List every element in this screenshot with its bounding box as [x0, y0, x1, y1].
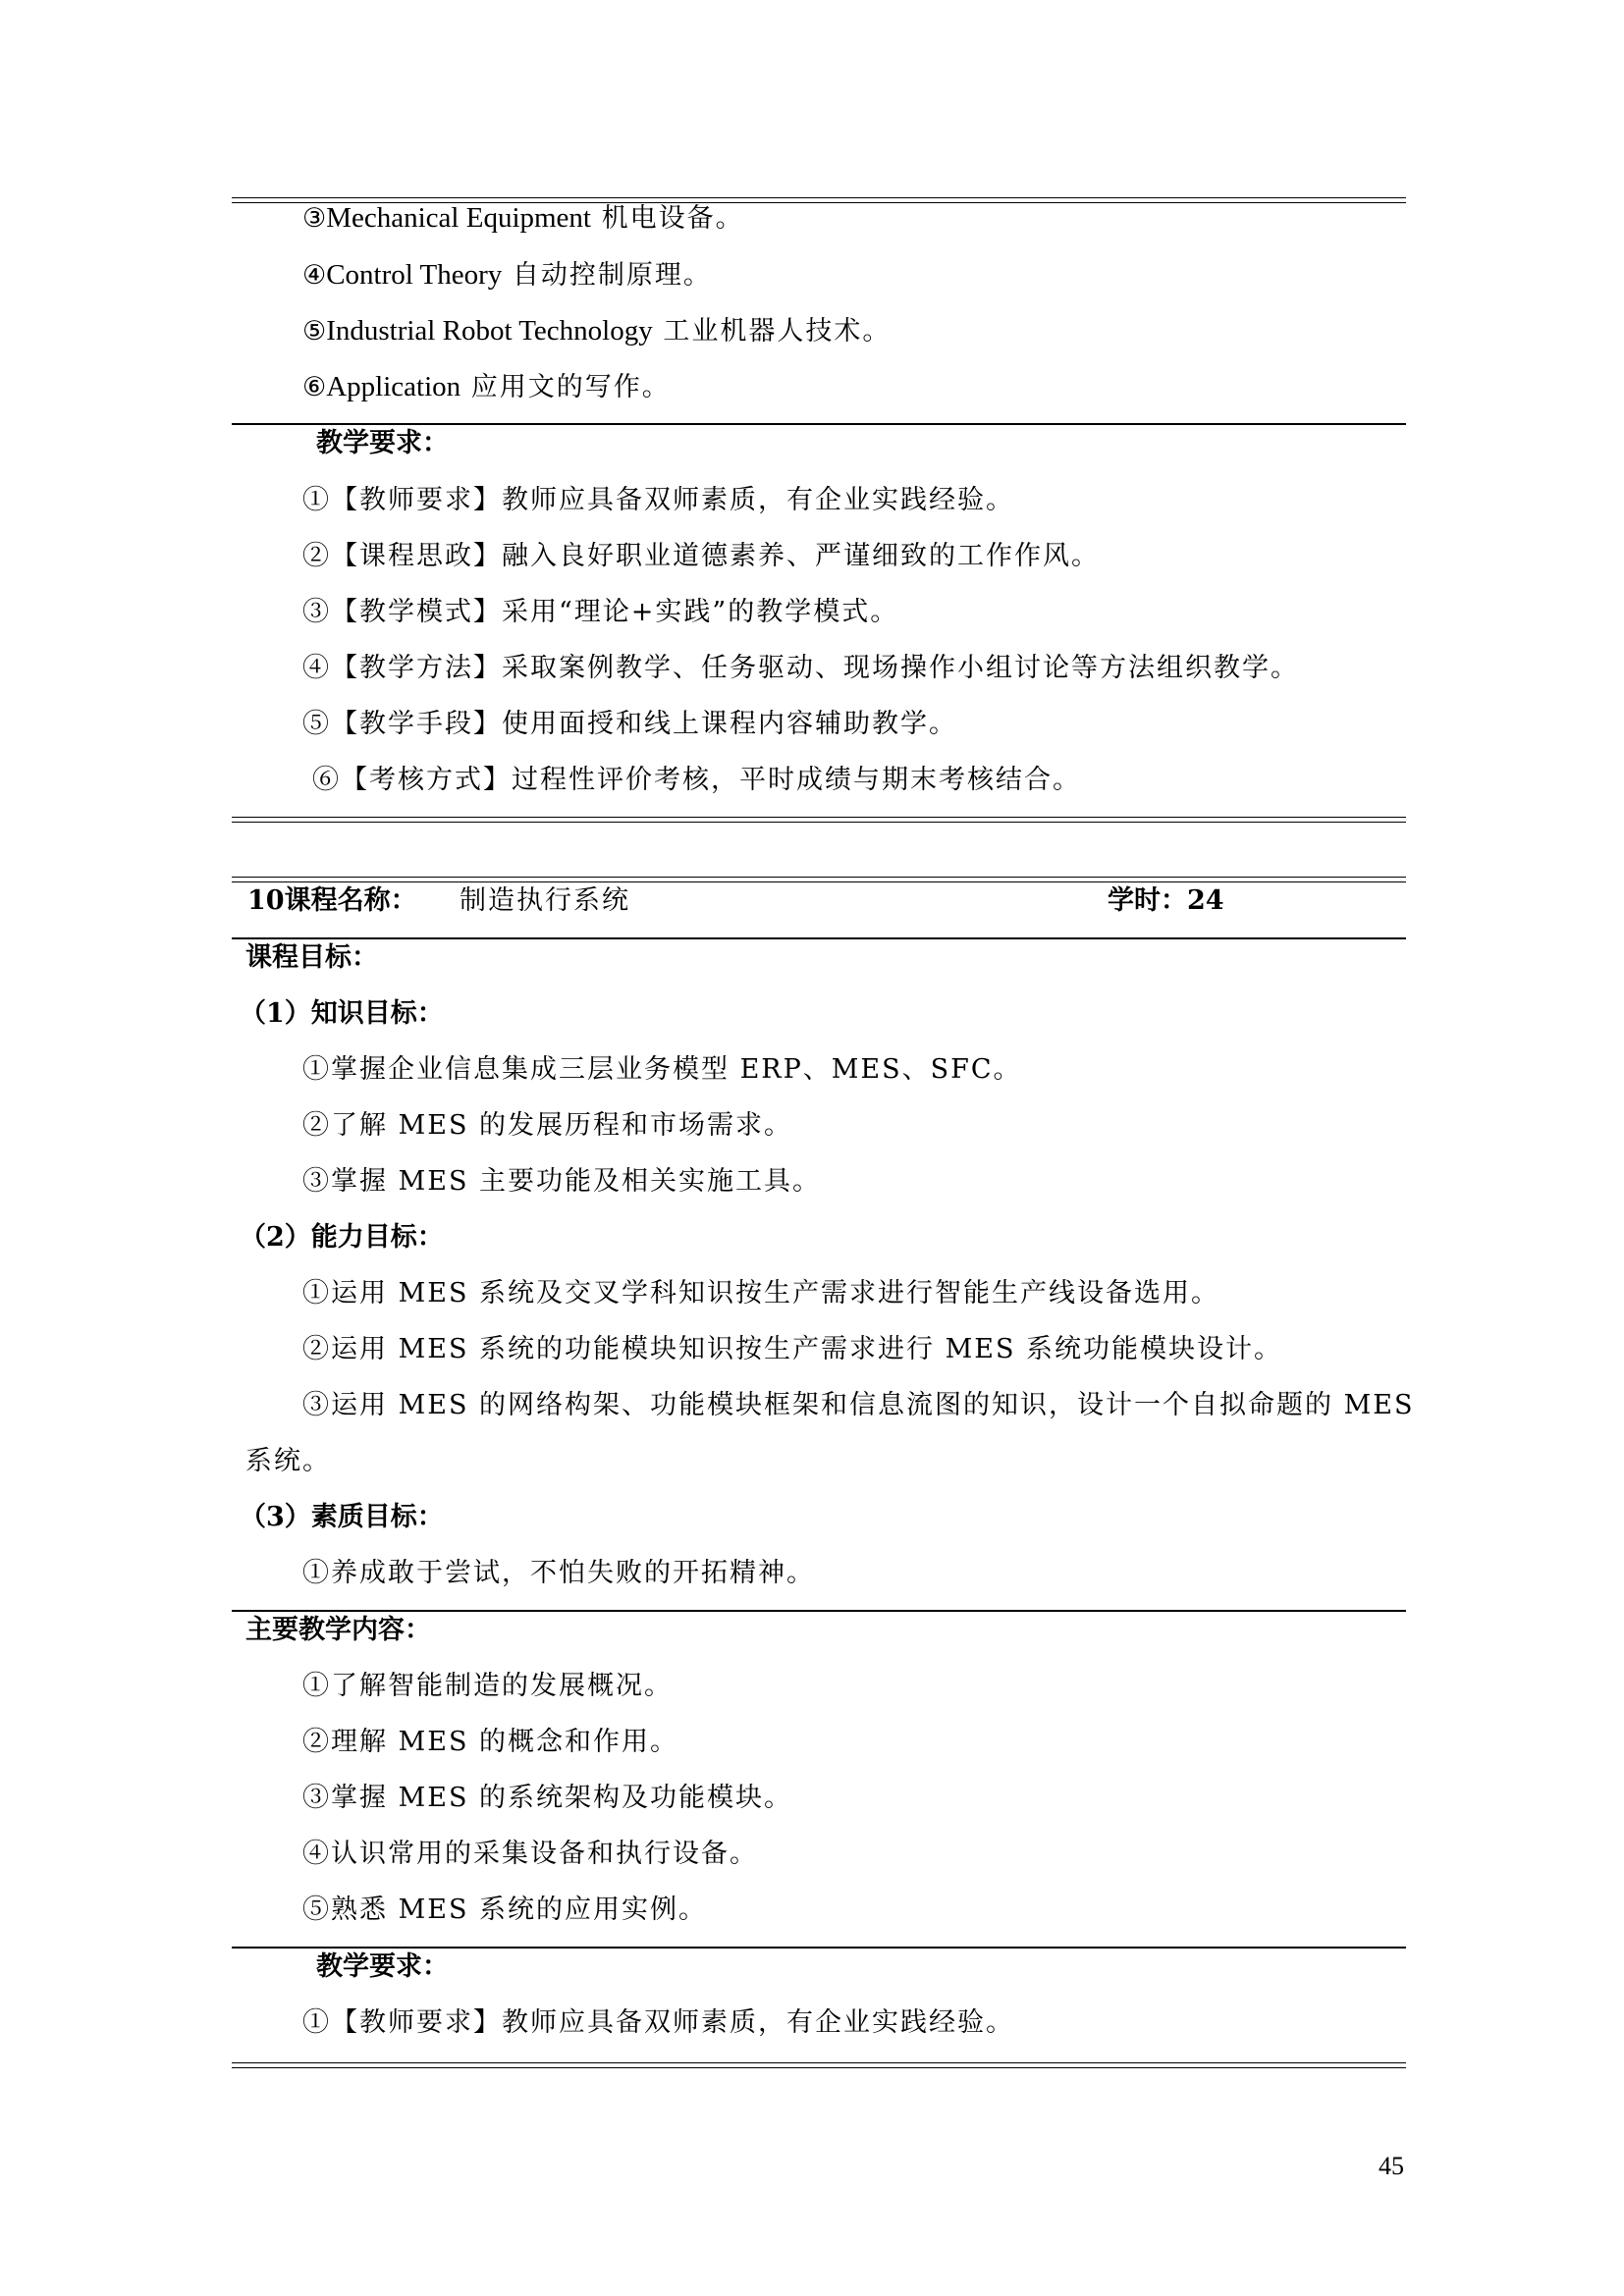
requirement-item: ⑥【考核方式】过程性评价考核，平时成绩与期末考核结合。 [312, 765, 1081, 795]
ability-item: ②运用 MES 系统的功能模块知识按生产需求进行 MES 系统功能模块设计。 [302, 1334, 1283, 1364]
requirements-heading: 教学要求： [316, 1951, 449, 1982]
course-name: 制造执行系统 [460, 885, 630, 916]
requirement-item: ①【教师要求】教师应具备双师素质，有企业实践经验。 [302, 2007, 1014, 2038]
content-item-3: ③Mechanical Equipment 机电设备。 [302, 202, 744, 234]
ability-item: ③运用 MES 的网络构架、功能模块框架和信息流图的知识，设计一个自拟命题的 MES [302, 1390, 1415, 1420]
content-item: ②理解 MES 的概念和作用。 [302, 1727, 679, 1757]
course-number: 10 [247, 885, 285, 916]
knowledge-item: ③掌握 MES 主要功能及相关实施工具。 [302, 1166, 822, 1197]
knowledge-heading: （1）知识目标： [240, 998, 444, 1029]
divider [232, 1610, 1406, 1612]
hours-value: 24 [1187, 885, 1224, 916]
page-number: 45 [1379, 2152, 1404, 2180]
content-item-5: ⑤Industrial Robot Technology 工业机器人技术。 [302, 315, 892, 347]
ability-heading: （2）能力目标： [240, 1222, 444, 1253]
requirement-item: ②【课程思政】融入良好职业道德素养、严谨细致的工作作风。 [302, 541, 1100, 571]
course-top-rule [232, 877, 1406, 882]
content-item: ⑤熟悉 MES 系统的应用实例。 [302, 1895, 708, 1925]
divider [232, 423, 1406, 425]
course-hours [1108, 883, 1224, 919]
section-end-rule [232, 817, 1406, 823]
knowledge-item: ①掌握企业信息集成三层业务模型 ERP、MES、SFC。 [302, 1054, 1022, 1085]
content-item-4: ④Control Theory 自动控制原理。 [302, 259, 712, 291]
requirement-item: ①【教师要求】教师应具备双师素质，有企业实践经验。 [302, 485, 1014, 515]
knowledge-item: ②了解 MES 的发展历程和市场需求。 [302, 1110, 793, 1141]
content-heading: 主要教学内容： [245, 1615, 431, 1645]
content-item-6: ⑥Application 应用文的写作。 [302, 371, 671, 402]
content-item: ④认识常用的采集设备和执行设备。 [302, 1839, 758, 1869]
content-item: ③掌握 MES 的系统架构及功能模块。 [302, 1783, 793, 1813]
section-heading: 教学要求： [316, 428, 449, 458]
quality-item: ①养成敢于尝试，不怕失败的开拓精神。 [302, 1558, 815, 1588]
content-item: ①了解智能制造的发展概况。 [302, 1671, 673, 1701]
quality-heading: （3）素质目标： [240, 1502, 444, 1532]
requirement-item: ⑤【教学手段】使用面授和线上课程内容辅助教学。 [302, 709, 957, 739]
goals-heading: 课程目标： [245, 942, 378, 973]
ability-item-cont: 系统。 [245, 1446, 331, 1476]
ability-item: ①运用 MES 系统及交叉学科知识按生产需求进行智能生产线设备选用。 [302, 1278, 1220, 1308]
requirement-item: ③【教学模式】采用“理论+实践”的教学模式。 [302, 597, 899, 627]
divider [232, 1947, 1406, 1949]
course-header [247, 883, 417, 919]
course-end-rule [232, 2062, 1406, 2068]
hours-label: 学时： [1108, 885, 1187, 916]
requirement-item: ④【教学方法】采取案例教学、任务驱动、现场操作小组讨论等方法组织教学。 [302, 653, 1299, 683]
divider [232, 937, 1406, 939]
course-name-label: 课程名称： [284, 885, 417, 916]
